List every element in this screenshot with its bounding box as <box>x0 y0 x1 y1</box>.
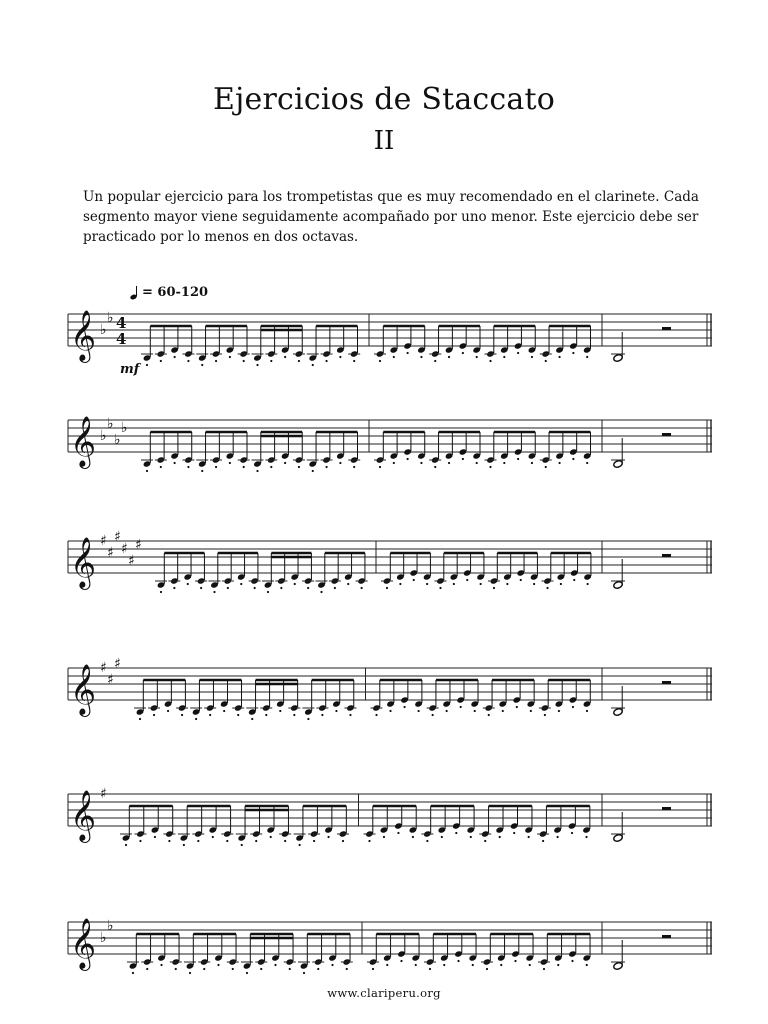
staccato-dot <box>325 466 327 468</box>
flat-icon: ♭ <box>100 930 107 946</box>
staccato-dot <box>420 462 422 464</box>
staccato-dot <box>407 458 409 460</box>
staccato-dot <box>448 356 450 358</box>
staccato-dot <box>167 710 169 712</box>
staccato-dot <box>298 466 300 468</box>
staccato-dot <box>415 964 417 966</box>
staccato-dot <box>393 356 395 358</box>
staff-system <box>68 310 712 366</box>
staccato-dot <box>517 352 519 354</box>
staccato-dot <box>223 710 225 712</box>
staccato-dot <box>132 972 134 974</box>
staccato-dot <box>243 360 245 362</box>
staccato-dot <box>298 360 300 362</box>
staccato-dot <box>187 466 189 468</box>
staccato-dot <box>212 836 214 838</box>
staccato-dot <box>585 836 587 838</box>
staccato-dot <box>531 462 533 464</box>
staccato-dot <box>499 836 501 838</box>
page-subtitle: II <box>373 126 395 156</box>
tempo-text: = 60-120 <box>142 285 209 300</box>
staccato-dot <box>139 840 141 842</box>
staccato-dot <box>506 583 508 585</box>
staccato-dot <box>174 356 176 358</box>
staccato-dot <box>372 968 374 970</box>
half-rest-icon <box>662 807 671 810</box>
staccato-dot <box>480 583 482 585</box>
sharp-icon: ♯ <box>128 553 135 569</box>
staccato-dot <box>462 458 464 460</box>
staccato-dot <box>265 714 267 716</box>
staccato-dot <box>503 462 505 464</box>
time-signature-denominator: 4 <box>116 330 127 348</box>
staccato-dot <box>189 972 191 974</box>
staccato-dot <box>125 844 127 846</box>
staccato-dot <box>474 710 476 712</box>
staccato-dot <box>434 466 436 468</box>
staccato-dot <box>331 964 333 966</box>
staccato-dot <box>335 710 337 712</box>
staccato-dot <box>429 968 431 970</box>
staccato-dot <box>558 462 560 464</box>
sharp-icon: ♯ <box>114 529 121 545</box>
staccato-dot <box>160 964 162 966</box>
staccato-dot <box>460 706 462 708</box>
staccato-dot <box>320 591 322 593</box>
staff-system <box>68 416 712 472</box>
staccato-dot <box>267 591 269 593</box>
staccato-dot <box>476 462 478 464</box>
staccato-dot <box>386 964 388 966</box>
staccato-dot <box>232 968 234 970</box>
intro-paragraph: Un popular ejercicio para los trompetistas que es muy recomendado en el clarinete. Cada segmento mayor viene seguidamente acompañado por uno menor. Este ejercicio debe ser practicado por lo menos en dos octavas. <box>83 189 699 245</box>
staccato-dot <box>443 964 445 966</box>
sharp-icon: ♯ <box>100 786 107 802</box>
sharp-icon: ♯ <box>107 672 114 688</box>
staccato-dot <box>572 706 574 708</box>
staccato-dot <box>441 836 443 838</box>
staccato-dot <box>545 466 547 468</box>
staccato-dot <box>209 714 211 716</box>
staccato-dot <box>586 356 588 358</box>
treble-clef-icon: 𝄞 <box>70 310 97 361</box>
staccato-dot <box>347 583 349 585</box>
staccato-dot <box>514 960 516 962</box>
staccato-dot <box>420 356 422 358</box>
page-title: Ejercicios de Staccato <box>212 82 556 117</box>
half-rest-icon <box>662 935 671 938</box>
staccato-dot <box>342 840 344 842</box>
staccato-dot <box>279 710 281 712</box>
staccato-dot <box>187 360 189 362</box>
treble-clef-icon: 𝄞 <box>70 790 97 841</box>
treble-clef-icon: 𝄞 <box>70 918 97 969</box>
half-note-head <box>613 962 623 971</box>
staccato-dot <box>586 964 588 966</box>
staccato-dot <box>256 470 258 472</box>
staccato-dot <box>470 836 472 838</box>
staccato-dot <box>327 836 329 838</box>
staccato-dot <box>397 832 399 834</box>
flat-icon: ♭ <box>114 432 121 448</box>
staccato-dot <box>434 360 436 362</box>
staccato-dot <box>476 356 478 358</box>
staccato-dot <box>542 840 544 842</box>
flat-icon: ♭ <box>107 310 114 326</box>
staccato-dot <box>229 462 231 464</box>
staccato-dot <box>453 583 455 585</box>
treble-clef-icon: 𝄞 <box>70 416 97 467</box>
staccato-dot <box>313 840 315 842</box>
staccato-dot <box>386 587 388 589</box>
staccato-dot <box>558 710 560 712</box>
staccato-dot <box>270 466 272 468</box>
sharp-icon: ♯ <box>135 537 142 553</box>
staccato-dot <box>293 714 295 716</box>
staccato-dot <box>417 710 419 712</box>
staccato-dot <box>572 458 574 460</box>
staccato-dot <box>254 587 256 589</box>
staccato-dot <box>270 360 272 362</box>
staccato-dot <box>446 710 448 712</box>
staccato-dot <box>587 583 589 585</box>
staccato-dot <box>502 710 504 712</box>
staccato-dot <box>432 714 434 716</box>
staccato-dot <box>173 587 175 589</box>
staccato-dot <box>517 458 519 460</box>
staccato-dot <box>439 587 441 589</box>
staccato-dot <box>472 964 474 966</box>
staccato-dot <box>183 844 185 846</box>
staccato-dot <box>500 964 502 966</box>
staccato-dot <box>533 583 535 585</box>
staccato-dot <box>226 840 228 842</box>
half-note-head <box>613 708 623 717</box>
staccato-dot <box>516 706 518 708</box>
staccato-dot <box>284 356 286 358</box>
staccato-dot <box>573 579 575 581</box>
staccato-dot <box>557 964 559 966</box>
staccato-dot <box>317 968 319 970</box>
staccato-dot <box>203 968 205 970</box>
treble-clef-icon: 𝄞 <box>70 537 97 588</box>
staccato-dot <box>197 840 199 842</box>
staccato-dot <box>400 960 402 962</box>
staccato-dot <box>383 836 385 838</box>
staccato-dot <box>353 466 355 468</box>
staccato-dot <box>457 960 459 962</box>
staccato-dot <box>201 364 203 366</box>
half-rest-icon <box>662 433 671 436</box>
staccato-dot <box>251 718 253 720</box>
staccato-dot <box>572 352 574 354</box>
staccato-dot <box>426 583 428 585</box>
staccato-dot <box>407 352 409 354</box>
staccato-dot <box>531 356 533 358</box>
sharp-icon: ♯ <box>121 541 128 557</box>
staccato-dot <box>560 583 562 585</box>
staccato-dot <box>307 587 309 589</box>
staccato-dot <box>270 836 272 838</box>
staccato-dot <box>255 840 257 842</box>
staccato-dot <box>413 579 415 581</box>
half-note-head <box>613 460 623 469</box>
staccato-dot <box>284 462 286 464</box>
staccato-dot <box>571 960 573 962</box>
staccato-dot <box>543 968 545 970</box>
staccato-dot <box>201 470 203 472</box>
staccato-dot <box>160 466 162 468</box>
staccato-dot <box>403 706 405 708</box>
staccato-dot <box>312 364 314 366</box>
staccato-dot <box>260 968 262 970</box>
staccato-dot <box>241 844 243 846</box>
staccato-dot <box>274 964 276 966</box>
staccato-dot <box>349 714 351 716</box>
staff-system <box>68 656 712 720</box>
staccato-dot <box>325 360 327 362</box>
staccato-dot <box>520 579 522 581</box>
staccato-dot <box>545 360 547 362</box>
sharp-icon: ♯ <box>100 533 107 549</box>
staccato-dot <box>195 718 197 720</box>
staccato-dot <box>243 466 245 468</box>
staff-system <box>68 786 712 846</box>
footer-url: www.clariperu.org <box>327 986 441 1000</box>
sharp-icon: ♯ <box>100 660 107 676</box>
half-rest-icon <box>662 681 671 684</box>
staccato-dot <box>486 968 488 970</box>
dynamic-marking: mf <box>120 362 140 377</box>
staccato-dot <box>139 718 141 720</box>
staccato-dot <box>217 964 219 966</box>
half-note-head <box>613 581 623 590</box>
staccato-dot <box>200 587 202 589</box>
staccato-dot <box>227 587 229 589</box>
staccato-dot <box>237 714 239 716</box>
staccato-dot <box>334 587 336 589</box>
half-note-head <box>613 354 623 363</box>
staccato-dot <box>213 591 215 593</box>
staccato-dot <box>412 836 414 838</box>
staccato-dot <box>484 840 486 842</box>
staccato-dot <box>215 360 217 362</box>
half-rest-icon <box>662 327 671 330</box>
staccato-dot <box>466 579 468 581</box>
staccato-dot <box>448 462 450 464</box>
staccato-dot <box>153 714 155 716</box>
staccato-dot <box>353 360 355 362</box>
staccato-dot <box>462 352 464 354</box>
staccato-dot <box>299 844 301 846</box>
staccato-dot <box>368 840 370 842</box>
staccato-dot <box>389 710 391 712</box>
staccato-dot <box>187 583 189 585</box>
staccato-dot <box>546 587 548 589</box>
staccato-dot <box>154 836 156 838</box>
staccato-dot <box>321 714 323 716</box>
flat-icon: ♭ <box>100 322 107 338</box>
staccato-dot <box>529 964 531 966</box>
staccato-dot <box>339 462 341 464</box>
staff-system <box>68 918 712 974</box>
staccato-dot <box>489 466 491 468</box>
staccato-dot <box>280 587 282 589</box>
staccato-dot <box>339 356 341 358</box>
half-note-head <box>613 834 623 843</box>
staccato-dot <box>346 968 348 970</box>
staccato-dot <box>240 583 242 585</box>
flat-icon: ♭ <box>121 420 128 436</box>
staccato-dot <box>284 840 286 842</box>
staccato-dot <box>455 832 457 834</box>
flat-icon: ♭ <box>107 918 114 934</box>
staccato-dot <box>160 591 162 593</box>
staccato-dot <box>307 718 309 720</box>
staccato-dot <box>174 462 176 464</box>
staccato-dot <box>146 364 148 366</box>
staccato-dot <box>379 466 381 468</box>
staccato-dot <box>168 840 170 842</box>
staccato-dot <box>160 360 162 362</box>
staccato-dot <box>246 972 248 974</box>
staccato-dot <box>530 710 532 712</box>
staccato-dot <box>181 714 183 716</box>
treble-clef-icon: 𝄞 <box>70 664 97 715</box>
staccato-dot <box>375 714 377 716</box>
staccato-dot <box>493 587 495 589</box>
flat-icon: ♭ <box>107 416 114 432</box>
staccato-dot <box>393 462 395 464</box>
staccato-dot <box>229 356 231 358</box>
staccato-dot <box>215 466 217 468</box>
staccato-dot <box>379 360 381 362</box>
staccato-dot <box>289 968 291 970</box>
staccato-dot <box>256 364 258 366</box>
time-signature-numerator: 4 <box>116 314 127 332</box>
staccato-dot <box>175 968 177 970</box>
sharp-icon: ♯ <box>114 656 121 672</box>
flat-icon: ♭ <box>100 428 107 444</box>
staccato-dot <box>312 470 314 472</box>
staccato-dot <box>426 840 428 842</box>
staccato-dot <box>399 583 401 585</box>
staccato-dot <box>528 836 530 838</box>
staccato-dot <box>489 360 491 362</box>
staccato-dot <box>544 714 546 716</box>
staff-system <box>68 529 712 593</box>
staccato-dot <box>503 356 505 358</box>
staccato-dot <box>294 583 296 585</box>
staccato-dot <box>146 470 148 472</box>
sharp-icon: ♯ <box>107 545 114 561</box>
staccato-dot <box>361 587 363 589</box>
staccato-dot <box>558 356 560 358</box>
staccato-dot <box>586 462 588 464</box>
staccato-dot <box>586 710 588 712</box>
staccato-dot <box>488 714 490 716</box>
staccato-dot <box>513 832 515 834</box>
staccato-dot <box>556 836 558 838</box>
staccato-dot <box>303 972 305 974</box>
staccato-dot <box>571 832 573 834</box>
staccato-dot <box>146 968 148 970</box>
half-rest-icon <box>662 554 671 557</box>
